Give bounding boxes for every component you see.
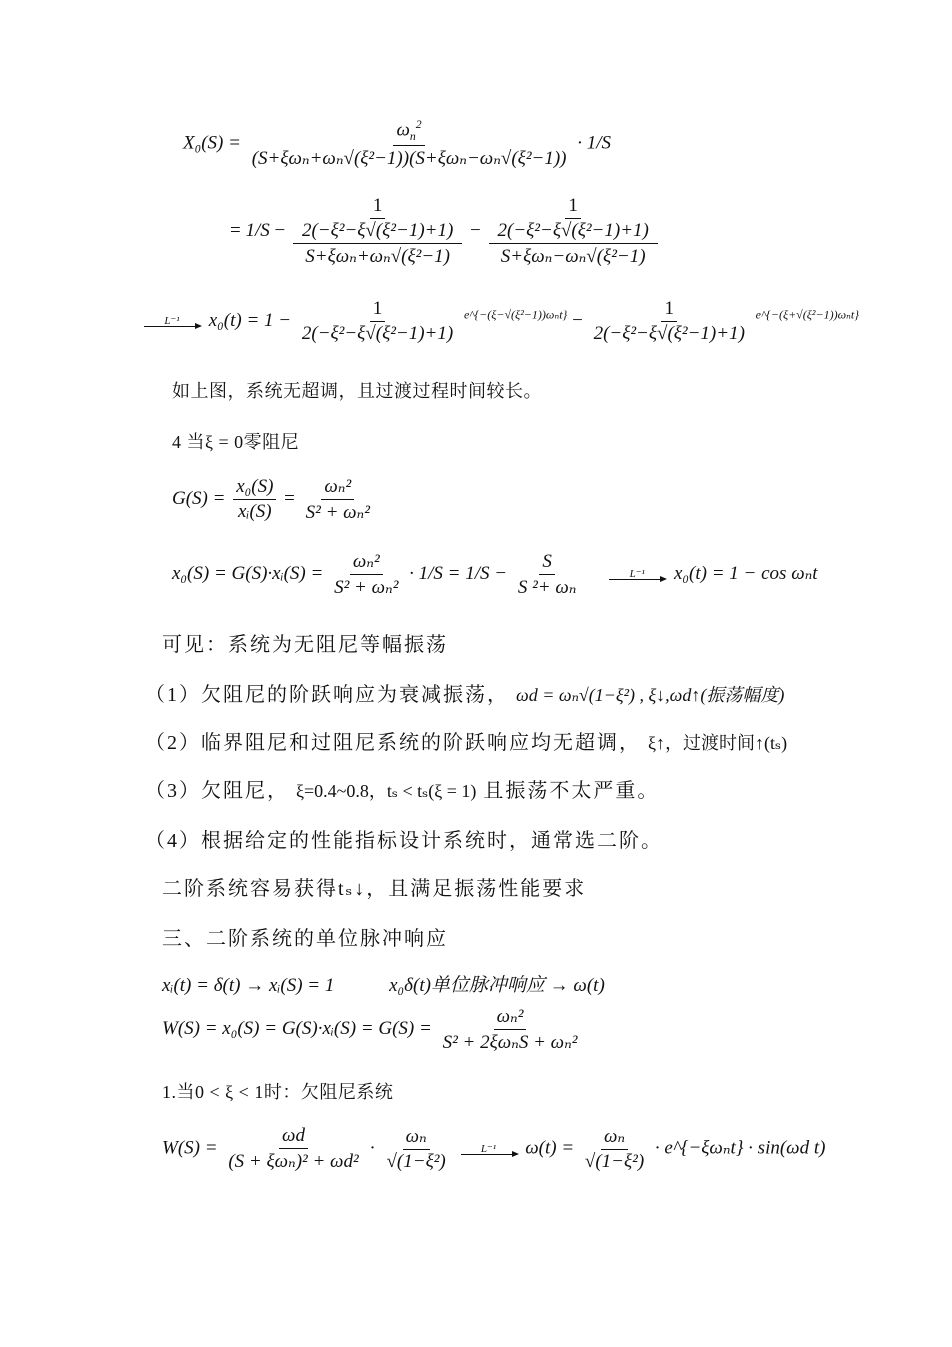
equation-gs [172,475,376,524]
gs-eq: = [284,487,295,509]
laplace-arrow-label-2: L⁻¹ [629,568,645,580]
arrow-shaft-1 [144,326,200,327]
x0s-zero-s-fraction [515,551,580,599]
conclusion-4 [145,824,663,853]
ws-under-den2: √(1−ξ²) [386,1151,446,1172]
ws-under-den1: (S + ξωₙ)² + ωd² [228,1151,359,1172]
conclusion-2-math: ξ↑，过渡时间↑(tₛ) [648,733,788,753]
partial-fraction-a-num [293,195,462,244]
gs-fraction-1 [233,476,276,523]
conclusion-1 [145,678,784,707]
ws-under-tail: · e^{−ξωₙt} · sin(ωd t) [654,1137,826,1159]
conclusion-3 [145,774,659,803]
inverse-minus: − [572,309,583,331]
gs-fraction-1-num: x₀(S) [233,476,276,500]
x0s-zero-lhs: x₀(S) = G(S)·xᵢ(S) = [172,562,324,584]
ws-under-den3: √(1−ξ²) [584,1151,645,1172]
laplace-arrow-3 [461,1144,517,1155]
partial-fraction-a [293,195,462,268]
arrow-shaft-2 [609,579,665,580]
inverse-fraction-1-den: 2(−ξ²−ξ√(ξ²−1)+1) [301,323,454,344]
x0s-denominator: (S+ξωₙ+ωₙ√(ξ²−1))(S+ξωₙ−ωₙ√(ξ²−1)) [251,148,567,170]
ws-under-dot: · [369,1137,376,1159]
inverse-fraction-2 [591,298,748,345]
partial-inner-a-num: 1 [370,195,386,219]
conclusion-2 [145,726,787,755]
partial-fraction-b [489,195,658,268]
ws-under-fraction-3 [582,1125,647,1173]
ws-lhs: W(S) = x₀(S) = G(S)·xᵢ(S) = G(S) = [162,1017,432,1039]
equation-x0s [183,118,611,170]
gs-fraction-2-den: S² + ωₙ² [305,502,370,523]
text-second-order: 二阶系统容易获得tₛ↓，且满足振荡性能要求 [162,878,587,900]
gs-fraction-2 [303,475,373,524]
ws-num: ωₙ² [494,1005,527,1030]
ws-under-num1: ωd [279,1125,308,1149]
arrow-shaft-3 [461,1154,517,1155]
inverse-fraction-1-num: 1 [370,298,386,322]
inverse-exp-1: e^{−(ξ−√(ξ²−1))ωₙt} [463,307,568,322]
partial-minus-2: − [470,219,481,241]
conclusion-3-tail: 且振荡不太严重。 [483,780,660,802]
conclusion-3-label: （3）欠阻尼， [145,780,289,802]
heading-zero-damping: 4 当ξ = 0零阻尼 [172,432,300,452]
equation-inverse-laplace [140,298,859,345]
ws-under-fraction-1 [225,1125,361,1173]
ws-under-rhs-lhs: ω(t) = [525,1137,575,1159]
partial-inner-a [299,195,456,242]
impulse-input-right: x₀δ(t)单位脉冲响应 → ω(t) [389,975,605,996]
x0s-numerator: $\omega_n^2$ [393,118,424,146]
x0s-zero-den: S² + ωₙ² [334,577,399,598]
case-underdamped: 1.当0 < ξ < 1时：欠阻尼系统 [162,1082,394,1102]
x0s-zero-num: ωₙ² [350,550,383,575]
partial-inner-b-num: 1 [565,195,581,219]
partial-fraction-b-den: S+ξωₙ−ωₙ√(ξ²−1) [500,246,646,267]
x0s-zero-mid: · 1/S = 1/S − [409,562,508,584]
partial-inner-b [495,195,652,242]
ws-fraction [440,1005,581,1054]
laplace-arrow-1 [144,316,200,327]
ws-under-num2: ωₙ [403,1125,430,1150]
partial-minus-1: − [274,219,286,241]
x0s-zero-s-num: S [539,551,555,575]
text-overshoot: 如上图，系统无超调，且过渡过程时间较长。 [172,381,542,401]
inverse-fraction-2-num: 1 [661,298,677,322]
conclusion-2-label: （2）临界阻尼和过阻尼系统的阶跃响应均无超调， [145,732,641,754]
ws-under-fraction-2 [384,1125,449,1173]
x0s-zero-fraction [331,550,401,599]
equation-x0s-zero [172,550,818,599]
conclusion-1-math: ωd = ωₙ√(1−ξ²) , ξ↓,ωd↑(振荡幅度) [516,685,785,705]
partial-eq: = [230,219,241,241]
equation-ws [162,1005,583,1054]
conclusion-1-label: （1）欠阻尼的阶跃响应为衰减振荡， [145,684,509,706]
laplace-arrow-label-3: L⁻¹ [480,1142,497,1155]
inverse-exp-2: e^{−(ξ+√(ξ²−1))ωₙt} [755,307,860,322]
laplace-arrow-label-1: L⁻¹ [164,315,180,327]
partial-fraction-b-num [489,195,658,244]
x0s-zero-s-den: S ²+ ωₙ [517,576,577,598]
equation-impulse-input [162,970,605,997]
x0s-zero-rhs: x₀(t) = 1 − cos ωₙt [674,562,818,584]
ws-under-num3: ωₙ [601,1125,628,1150]
gs-fraction-2-num: ωₙ² [321,475,354,500]
equation-partial-fractions [230,195,661,268]
equation-ws-underdamped [162,1125,825,1173]
inverse-fraction-2-den: 2(−ξ²−ξ√(ξ²−1)+1) [593,323,745,344]
x0s-times: · 1/S [577,132,612,154]
text-no-damping-oscillation: 可见：系统为无阻尼等幅振荡 [162,634,448,656]
inverse-lhs: x₀(t) = 1 − [208,309,292,331]
conclusion-3-math: ξ=0.4~0.8，tₛ < tₛ(ξ = 1) [296,781,477,801]
inverse-fraction-1 [299,298,456,345]
gs-lhs: G(S) = [172,487,226,509]
conclusion-4-label: （4）根据给定的性能指标设计系统时，通常选二阶。 [145,830,663,852]
impulse-input-left: xᵢ(t) = δ(t) → xᵢ(S) = 1 [162,975,335,996]
ws-den: S² + 2ξωₙS + ωₙ² [442,1032,578,1053]
gs-fraction-1-den: xᵢ(S) [238,501,272,522]
x0s-lhs: X₀(S) = [183,132,241,154]
laplace-arrow-2 [609,569,665,580]
ws-under-lhs: W(S) = [162,1137,218,1159]
partial-fraction-a-den: S+ξωₙ+ωₙ√(ξ²−1) [305,246,450,267]
x0s-fraction [249,118,570,170]
heading-impulse-response: 三、二阶系统的单位脉冲响应 [162,928,448,950]
partial-inner-b-den: 2(−ξ²−ξ√(ξ²−1)+1) [497,220,649,241]
partial-inner-a-den: 2(−ξ²−ξ√(ξ²−1)+1) [301,220,454,241]
partial-term1: 1/S [245,219,270,241]
